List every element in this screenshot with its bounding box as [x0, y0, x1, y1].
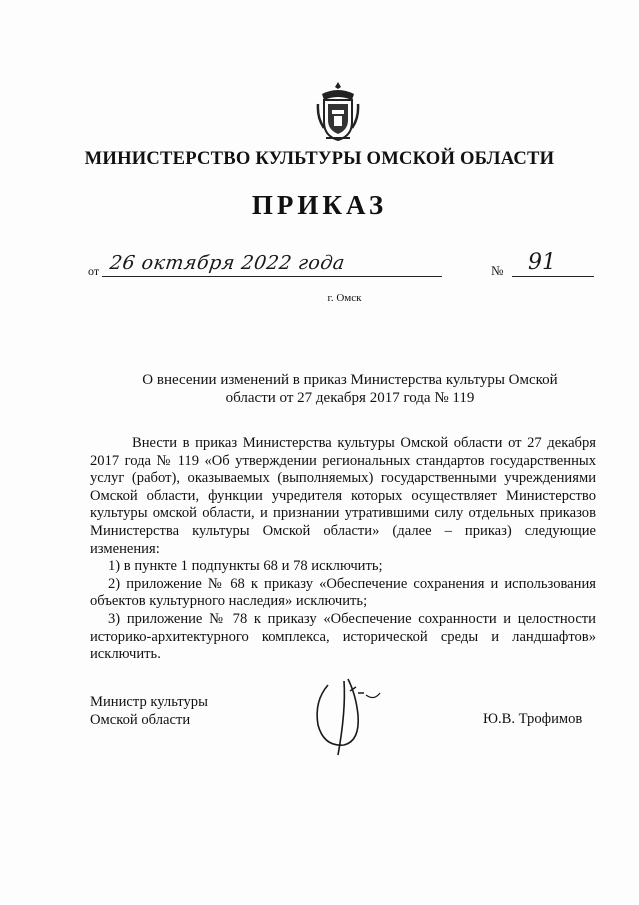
body-item-1: 1) в пункте 1 подпункты 68 и 78 исключить; — [108, 558, 383, 575]
date-number-row — [88, 250, 608, 280]
handwritten-number: 91 — [528, 250, 556, 275]
signatory-position — [90, 693, 208, 729]
position-line-1: Министр культуры — [90, 694, 208, 710]
number-underline — [512, 276, 594, 277]
handwritten-signature — [300, 655, 410, 775]
date-prefix: от — [88, 264, 100, 278]
ministry-title: МИНИСТЕРСТВО КУЛЬТУРЫ ОМСКОЙ ОБЛАСТИ — [84, 148, 555, 169]
coat-of-arms-icon — [316, 80, 360, 144]
city-label: г. Омск — [327, 292, 362, 304]
order-body — [90, 435, 596, 664]
date-underline — [102, 276, 442, 277]
number-prefix: № — [491, 263, 504, 278]
position-line-2: Омской области — [90, 712, 191, 728]
document-type-title: ПРИКАЗ — [251, 190, 388, 220]
body-item-2: 2) приложение № 68 к приказу «Обеспечение сохранения и использования объектов культурного наследия» исключить; — [90, 575, 596, 610]
body-intro: Внести в приказ Министерства культуры Омской области от 27 декабря 2017 года № 119 «Об утверждении региональных стандартов государственных услуг (работ), оказываемых (выполняемых) государственными учреждениями Омской области, функции учредителя которых осуществляет Министерство культуры омской области, и признании утратившими силу отдельных приказов Министерства культуры Омской области» (далее – приказ) следующие изменения: — [90, 435, 596, 557]
signatory-name: Ю.В. Трофимов — [483, 711, 583, 727]
body-item-3: 3) приложение № 78 к приказу «Обеспечение сохранности и целостности историко-архитектурного комплекса, исторической среды и ландшафтов» исключить. — [90, 610, 596, 663]
order-subject: О внесении изменений в приказ Министерства культуры Омской области от 27 декабря 2017 года № 119 — [142, 372, 558, 406]
handwritten-date: 26 октября 2022 года — [108, 252, 347, 274]
